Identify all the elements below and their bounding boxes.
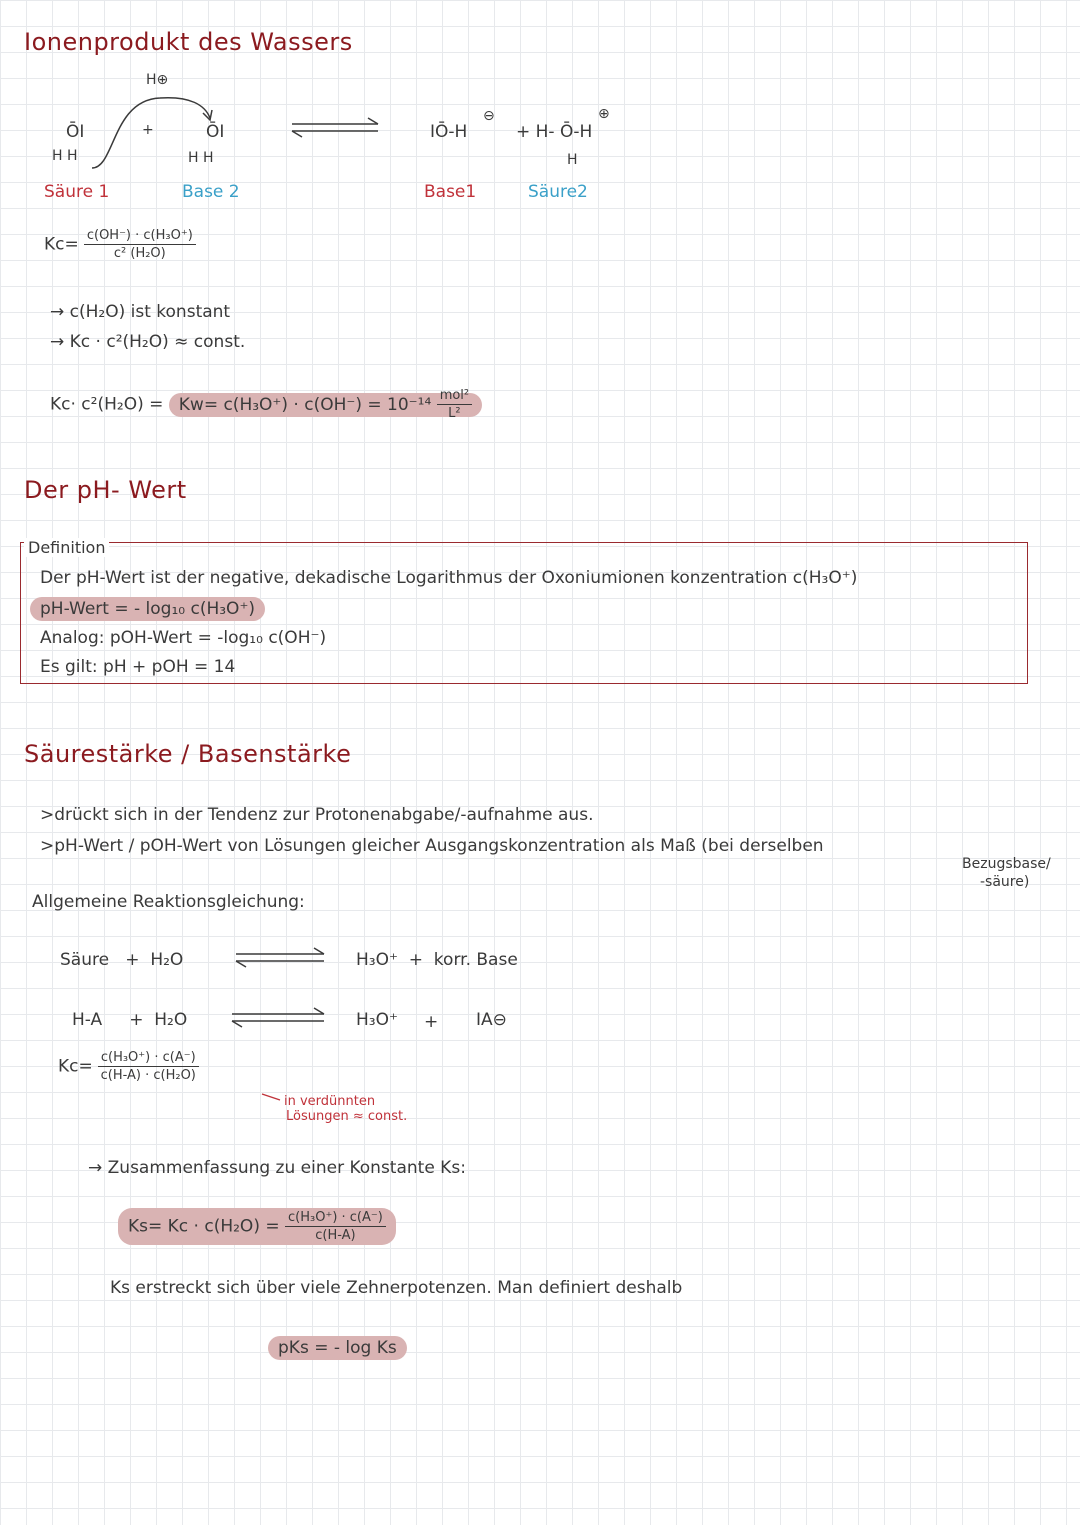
note-kc-const: → Kc · c²(H₂O) ≈ const. <box>50 332 246 352</box>
oxonium-ion: + H- Ō-H <box>516 122 593 142</box>
kc-water-formula <box>44 228 196 261</box>
kw-highlight <box>169 388 482 421</box>
arrow-head <box>203 110 212 120</box>
poh-formula: Analog: pOH-Wert = -log₁₀ c(OH⁻) <box>40 628 327 648</box>
reaction-2-product-b: IA⊖ <box>476 1010 507 1030</box>
definition-label: Definition <box>24 538 109 557</box>
kw-unit <box>437 388 472 421</box>
reaction-1-right: H₃O⁺ + korr. Base <box>356 950 518 970</box>
ks-numerator: c(H₃O⁺) · c(A⁻) <box>285 1210 386 1227</box>
kw-unit-den: L² <box>448 406 461 421</box>
kc-acid-formula <box>58 1050 199 1083</box>
oxonium-charge: ⊕ <box>598 106 610 122</box>
proton-label: H⊕ <box>146 72 169 88</box>
section-title-ion-product: Ionenprodukt des Wassers <box>24 28 353 56</box>
kw-expression: Kw= c(H₃O⁺) · c(OH⁻) = 10⁻¹⁴ <box>178 394 432 415</box>
label-base-1: Base1 <box>424 182 477 202</box>
note-dilute-2: Lösungen ≈ const. <box>286 1109 408 1124</box>
kc-acid-numerator: c(H₃O⁺) · c(A⁻) <box>98 1050 199 1067</box>
oxonium-h: H <box>567 152 578 168</box>
note-dilute-1: in verdünnten <box>284 1094 376 1109</box>
ks-fraction <box>285 1210 386 1243</box>
bullet-2: >pH-Wert / pOH-Wert von Lösungen gleicher Ausgangskonzentration als Maß (bei derselben <box>40 836 824 856</box>
kc-acid-lhs: Kc= <box>58 1056 93 1077</box>
ks-formula <box>118 1208 396 1245</box>
reaction-1-left: Säure + H₂O <box>60 950 184 970</box>
label-acid-2: Säure2 <box>528 182 588 202</box>
water2-oxygen: ŌI <box>206 122 225 142</box>
bullet-2-cont-2: -säure) <box>980 874 1030 890</box>
kc-fraction <box>84 228 196 261</box>
reaction-2-left: H-A + H₂O <box>72 1010 188 1030</box>
label-base-2: Base 2 <box>182 182 240 202</box>
kc-acid-fraction <box>98 1050 199 1083</box>
general-equation-label: Allgemeine Reaktionsgleichung: <box>32 892 305 912</box>
section-title-acid-strength: Säurestärke / Basenstärke <box>24 740 352 768</box>
label-acid-1: Säure 1 <box>44 182 110 202</box>
ks-denominator: c(H-A) <box>315 1228 356 1243</box>
water1-hydrogens: H H <box>52 148 78 164</box>
kw-formula <box>50 388 482 421</box>
ks-explanation: Ks erstreckt sich über viele Zehnerpotenzen. Man definiert deshalb <box>110 1278 683 1298</box>
bullet-2-cont-1: Bezugsbase/ <box>962 856 1051 872</box>
kw-prefix: Kc· c²(H₂O) = <box>50 394 164 415</box>
pks-formula: pKs = - log Ks <box>268 1336 407 1360</box>
bullet-1: >drückt sich in der Tendenz zur Protonenabgabe/-aufnahme aus. <box>40 805 594 825</box>
kc-denominator: c² (H₂O) <box>113 246 166 261</box>
ph-formula: pH-Wert = - log₁₀ c(H₃O⁺) <box>30 597 265 621</box>
hydroxide-charge: ⊖ <box>483 108 495 124</box>
water2-hydrogens: H H <box>188 150 214 166</box>
kc-numerator: c(OH⁻) · c(H₃O⁺) <box>84 228 196 245</box>
hydroxide-ion: IŌ-H <box>430 122 468 142</box>
note-arrow <box>262 1094 280 1100</box>
kw-unit-num: mol² <box>437 388 472 405</box>
kc-lhs: Kc= <box>44 234 79 255</box>
ks-lhs: Ks= Kc · c(H₂O) = <box>128 1216 280 1237</box>
section-title-ph: Der pH- Wert <box>24 476 187 504</box>
definition-line-1: Der pH-Wert ist der negative, dekadische Logarithmus der Oxoniumionen konzentration c(H₃O⁺) <box>40 568 858 588</box>
plus-sign: + <box>142 122 154 138</box>
summary-line: → Zusammenfassung zu einer Konstante Ks: <box>88 1158 466 1178</box>
note-constant: → c(H₂O) ist konstant <box>50 302 231 322</box>
ph-poh-sum: Es gilt: pH + pOH = 14 <box>40 657 236 677</box>
reaction-2-plus: + <box>424 1012 439 1032</box>
reaction-2-product-a: H₃O⁺ <box>356 1010 398 1030</box>
kc-acid-denominator: c(H-A) · c(H₂O) <box>100 1068 196 1083</box>
water1-oxygen: ŌI <box>66 122 85 142</box>
